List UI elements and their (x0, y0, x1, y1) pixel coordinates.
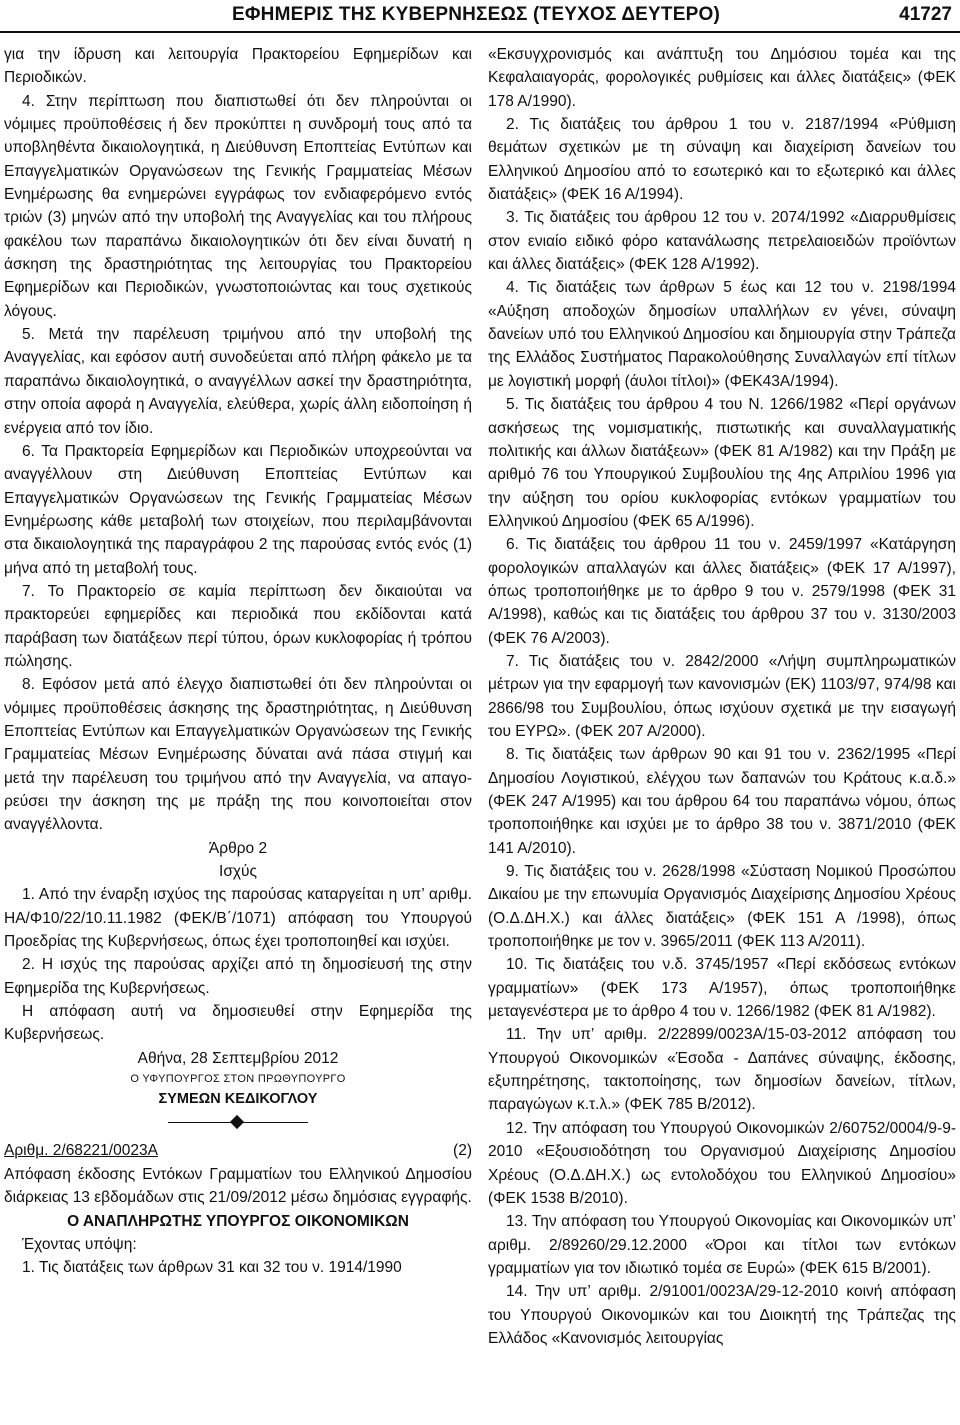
article-title: Ισχύς (219, 863, 257, 881)
paragraph: 8. Τις διατάξεις των άρθρων 90 και 91 του ν. 2362/1995 «Περί Δημοσίου Λογιστικού, ελέγχου των δαπανών του Κράτους κ.α.δ.» (ΦΕΚ 247 Α/1995) και του άρθρου 64 του παραπάνω νόμου, όπως τροποποιήθηκε και ισχύει με το άρθρο 38 του ν. 3871/2010 (ΦΕΚ 141 Α/2010). (488, 746, 956, 857)
paragraph: 5. Μετά την παρέλευση τριμήνου από την υποβολή της Αναγγελίας, και εφόσον αυτή συνοδεύεται από πλήρη φάκελο με τα παραπάνω δικαιολογητικά, ο αναγγέλλων ασκεί την δραστηριότητα, στην οποία αφορά η Αναγγελία, ελεύθερα, χωρίς άλλη ειδοποίηση ή ενέργεια από τον ίδιο. (4, 326, 472, 437)
paragraph: 9. Τις διατάξεις του ν. 2628/1998 «Σύσταση Νομικού Προσώπου Δικαίου με την επωνυμία Οργανισμός Διαχείρισης Δημοσίου Χρέους (Ο.Δ.ΔΗ.Χ.) και άλλες διατάξεις» (ΦΕΚ 151 Α /1998), όπως τροποποιήθηκε με τον ν. 3965/2011 (ΦΕΚ 113 Α/2011). (488, 863, 956, 951)
ministry-heading: Ο ΑΝΑΠΛΗΡΩΤΗΣ ΥΠΟΥΡΓΟΣ ΟΙΚΟΝΟΜΙΚΩΝ (67, 1212, 409, 1230)
having-regard: Έχοντας υπόψη: (22, 1235, 137, 1253)
paragraph: για την ίδρυση και λειτουργία Πρακτορείου Εφημερίδων και Περιοδικών. (4, 46, 472, 87)
paragraph: 2. Τις διατάξεις του άρθρου 1 του ν. 2187/1994 «Ρύθμιση θεμάτων σχετικών με τη σύναψη και διαχείριση δανείων του Ελληνικού Δημοσίου από το εσωτερικό και το εξωτερικό και άλλες διατάξεις» (ΦΕΚ 16 Α/1994). (488, 116, 956, 204)
article-heading: Άρθρο 2 (208, 839, 268, 857)
paragraph: Η απόφαση αυτή να δημοσιευθεί στην Εφημερίδα της Κυβερνήσεως. (4, 1003, 472, 1044)
paragraph: 2. Η ισχύς της παρούσας αρχίζει από τη δημοσίευσή της στην Εφημερίδα της Κυβερνήσεως. (4, 956, 472, 997)
paragraph: 14. Την υπ’ αριθμ. 2/91001/0023Α/29-12-2010 κοινή απόφαση του Υπουργού Οικονομικών και του Διοικητή της Τράπεζας της Ελλάδος «Κανονισμός λειτουργίας (488, 1283, 956, 1347)
reference-index: (2) (453, 1142, 472, 1160)
paragraph: 7. Το Πρακτορείο σε καμία περίπτωση δεν δικαιούται να πρακτορεύει εφημερίδες και περιοδικά που εκδίδονται κατά παράβαση των διατάξεων περί τύπου, όρων κυκλοφορίας ή τρόπου πώλησης. (4, 582, 472, 670)
decision-reference (4, 1139, 472, 1162)
paragraph: 13. Την απόφαση του Υπουργού Οικονομίας και Οικονομικών υπ’ αριθμ. 2/89260/29.12.2000 «Όροι και τίτλοι των εντόκων γραμματίων για τον ιδιωτικό τομέα σε Ευρώ» (ΦΕΚ 615 Β/2001). (488, 1213, 956, 1277)
paragraph: 4. Στην περίπτωση που διαπιστωθεί ότι δεν πληρούνται οι νόμιμες προϋποθέσεις ή δεν προκύπτει η συνδρομή τους από τα υποβληθέντα δικαιολογητικά, η Διεύθυνση Εποπτείας Εντύπων και Επαγγελματικών Οργανώσεων της Γενικής Γραμματείας Μέσων Ενημέρωσης θα ενημερώνει εγγράφως τον ενδιαφερόμενο εντός τριών (3) μηνών από την υποβολή της Αναγγελίας και του πλήρους φακέλου των παραπάνω δικαιολογητικών ότι δεν είναι δυνατή η άσκηση της δραστηριότητας της λειτουργίας του Πρακτορείου Εφημερίδων και Περιοδικών, γνωστοποιώντας και τους σχετικούς λόγους. (4, 92, 472, 320)
paragraph: 10. Τις διατάξεις του ν.δ. 3745/1957 «Περί εκδόσεως εντόκων γραμματίων» (ΦΕΚ 173 Α/1957), όπως τροποποιήθηκε μεταγενέστερα με το άρθρο 4 του ν. 1266/1982 (ΦΕΚ 81 Α/1982). (488, 956, 956, 1021)
page-number: 41727 (899, 4, 952, 25)
paragraph: 7. Τις διατάξεις του ν. 2842/2000 «Λήψη συμπληρωματικών μέτρων για την εφαρμογή των κανονισμών (ΕΚ) 1103/97, 974/98 και 2866/98 του Συμβουλίου, όπως ισχύουν σχετικά με την εισαγωγή του ΕΥΡΩ». (ΦΕΚ 207 Α/2000). (488, 652, 956, 740)
header-divider (0, 31, 960, 33)
paragraph: 6. Τις διατάξεις του άρθρου 11 του ν. 2459/1997 «Κατάργηση φορολογικών απαλλαγών και άλλες διατάξεις» (ΦΕΚ 17 Α/1997), όπως τροποποιήθηκε με το άρθρο 9 του ν. 2579/1998 (ΦΕΚ 31 Α/1998), καθώς και τις διατάξεις του άρθρου 37 του ν. 3130/2003 (ΦΕΚ 76 Α/2003). (488, 536, 956, 647)
section-divider-ornament (168, 1111, 308, 1135)
diamond-icon (230, 1115, 244, 1129)
place-date: Αθήνα, 28 Σεπτεμβρίου 2012 (137, 1049, 339, 1067)
paragraph: 8. Εφόσον μετά από έλεγχο διαπιστωθεί ότι δεν πληρούνται οι νόμιμες προϋποθέσεις άσκησης της δραστηριότητας, η Διεύθυνση Εποπτείας Εντύπων και Επαγγελματικών Οργανώσεων της Γενικής Γραμματείας Μέσων Ενημέρωσης δύναται ανά πάσα στιγμή και μετά την παρέλευση του τριμήνου από την Αναγγελία, να απαγορεύσει την άσκηση της με πράξη της που κοινοποιείται στον αναγγέλλοντα. (4, 676, 472, 834)
decision-title: Απόφαση έκδοσης Εντόκων Γραμματίων του Ελληνικού Δημοσίου διάρκειας 13 εβδομάδων στις 21/09/2012 μέσω δημόσιας εγγραφής. (4, 1165, 472, 1207)
paragraph: 12. Την απόφαση του Υπουργού Οικονομικών 2/60752/0004/9-9-2010 «Εξουσιοδότηση του Οργανισμού Διαχείρισης Δημοσίου Χρέους (Ο.Δ.ΔΗ.Χ.) ως εντολοδόχου του Ελληνικού Δημοσίου» (ΦΕΚ 1538 Β/2010). (488, 1119, 956, 1207)
gazette-title: ΕΦΗΜΕΡΙΣ ΤΗΣ ΚΥΒΕΡΝΗΣΕΩΣ (ΤΕΥΧΟΣ ΔΕΥΤΕΡΟ) (232, 4, 720, 25)
paragraph: 1. Τις διατάξεις των άρθρων 31 και 32 του ν. 1914/1990 (22, 1259, 402, 1277)
paragraph: 1. Από την έναρξη ισχύος της παρούσας καταργείται η υπ’ αριθμ. ΗΑ/Φ10/22/10.11.1982 (ΦΕΚ/Β΄/1071) απόφαση του Υπουργού Προεδρίας της Κυβερνήσεως, όπως έχει τροποποιηθεί και ισχύει. (4, 886, 472, 951)
paragraph: 3. Τις διατάξεις του άρθρου 12 του ν. 2074/1992 «Διαρρυθμίσεις στον ενιαίο ειδικό φόρο κατανάλωσης πετρελαιοειδών προϊόντων και άλλες διατάξεις» (ΦΕΚ 128 Α/1992). (488, 209, 956, 274)
paragraph: 6. Τα Πρακτορεία Εφημερίδων και Περιοδικών υποχρεούνται να αναγγέλλουν στη Διεύθυνση Εποπτείας Εντύπων και Επαγγελματικών Οργανώσεων της Γενικής Γραμματείας Μέσων Ενημέρωσης κάθε μεταβολή των στοιχείων, που περιλαμβάνονται στα δικαιολογητικά της παραγράφου 2 της παρούσας εντός ενός (1) μήνα από τη μεταβολή τους. (4, 442, 472, 577)
signer-name: ΣΥΜΕΩΝ ΚΕΔΙΚΟΓΛΟΥ (158, 1091, 318, 1108)
page-header (0, 0, 960, 40)
paragraph: 4. Τις διατάξεις των άρθρων 5 έως και 12 του ν. 2198/1994 «Αύξηση αποδοχών δημοσίων υπαλλήλων εν γένει, σύναψη δανείων υπό του Ελληνικού Δημοσίου και δημιουργία στην Τράπεζα της Ελλάδος Συστήματος Παρακολούθησης Συναλλαγών επί τίτλων με λογιστική μορφή (άυλοι τίτλοι)» (ΦΕΚ43Α/1994). (488, 279, 956, 390)
paragraph: 11. Την υπ’ αριθμ. 2/22899/0023Α/15-03-2012 απόφαση του Υπουργού Οικονομικών «Έσοδα - Δαπάνες σύναψης, έκδοσης, εξυπηρέτησης, τακτοποίησης, των δημοσίων δανείων, τίτλων, παραγώγων κ.τ.λ.» (ΦΕΚ 785 Β/2012). (488, 1026, 956, 1114)
paragraph: 5. Τις διατάξεις του άρθρου 4 του Ν. 1266/1982 «Περί οργάνων ασκήσεως της νομισματικής, πιστωτικής και συναλλαγματικής πολιτικής και άλλων διατάξεων» (ΦΕΚ 81 Α/1982) και την Πράξη με αριθμό 76 του Υπουργικού Συμβουλίου της 4ης Απριλίου 1996 για την αύξηση του ορίου κυκλοφορίας εντόκων γραμματίων του Ελληνικού Δημοσίου (ΦΕΚ 65 Α/1996). (488, 396, 956, 530)
paragraph: «Εκσυγχρονισμός και ανάπτυξη του Δημόσιου τομέα και της Κεφαλαιαγοράς, φορολογικές ρυθμίσεις και άλλες διατάξεις» (ΦΕΚ 178 Α/1990). (488, 46, 956, 110)
left-column (4, 43, 472, 1280)
signer-role: Ο ΥΦΥΠΟΥΡΓΟΣ ΣΤΟΝ ΠΡΩΘΥΠΟΥΡΓΟ (130, 1073, 346, 1086)
reference-number: Αριθμ. 2/68221/0023Α (4, 1142, 158, 1160)
right-column (488, 43, 956, 1350)
